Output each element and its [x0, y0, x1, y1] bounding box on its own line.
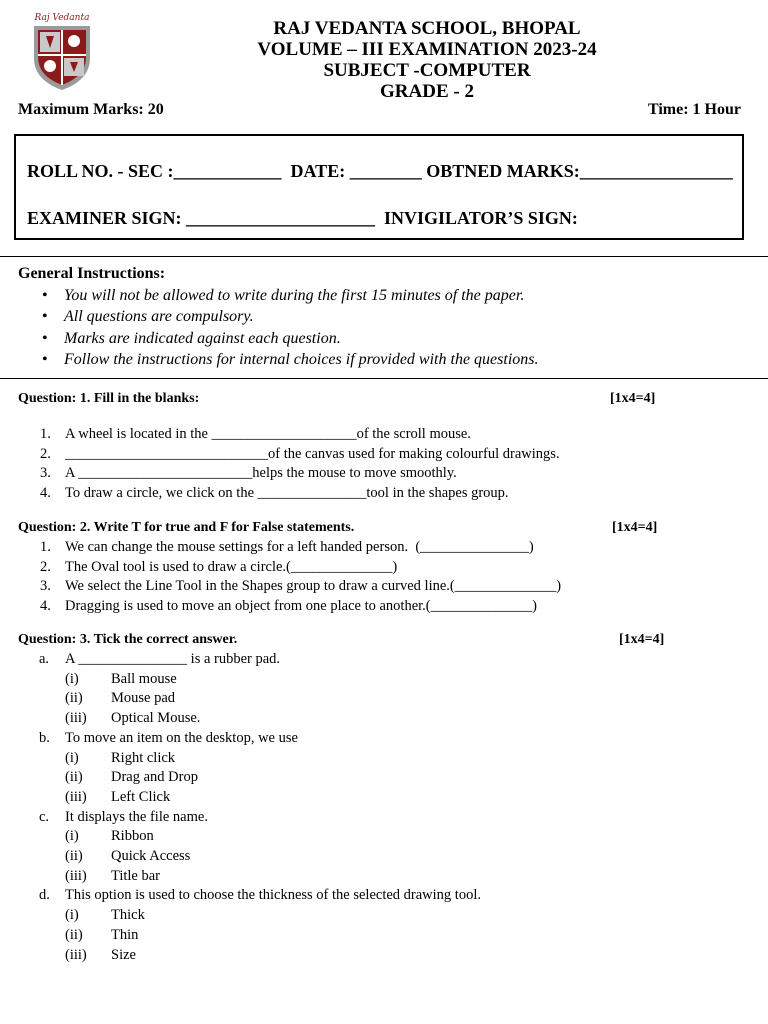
exam-header [0, 18, 768, 102]
grade-title: GRADE - 2 [380, 81, 474, 102]
list-item: 2. The Oval tool is used to draw a circle.(______________) [40, 558, 398, 575]
subject-title: SUBJECT -COMPUTER [323, 60, 531, 81]
list-item: • Marks are indicated against each question. [40, 328, 538, 349]
answer-option[interactable]: (ii) Drag and Drop [65, 769, 198, 786]
list-item: d. This option is used to choose the thickness of the selected drawing tool. [39, 887, 481, 904]
answer-option[interactable]: (i) Ribbon [65, 828, 154, 845]
answer-option[interactable]: (i) Ball mouse [65, 670, 177, 687]
answer-option[interactable]: (ii) Mouse pad [65, 690, 176, 707]
list-item: c. It displays the file name. [39, 808, 208, 825]
exam-time: Time: 1 Hour [647, 101, 741, 118]
question-2-list [36, 538, 561, 617]
list-item: 3. We select the Line Tool in the Shapes group to draw a curved line.(______________) [40, 578, 562, 595]
answer-option[interactable]: (iii) Optical Mouse. [65, 710, 201, 727]
answer-option[interactable]: (i) Right click [65, 749, 176, 766]
answer-option[interactable]: (i) Thick [65, 907, 145, 924]
question-1-list [36, 425, 560, 504]
divider [0, 378, 768, 379]
list-item: 2. ____________________________of the canvas used for making colourful drawings. [40, 445, 560, 462]
answer-option[interactable]: (iii) Left Click [65, 788, 171, 805]
answer-option[interactable]: (iii) Size [65, 946, 136, 963]
info-row-roll: ROLL NO. - SEC :____________ DATE: ________ OBTNED MARKS:_________________ [27, 161, 733, 181]
bullet-icon: • [42, 350, 48, 368]
list-item: 1. We can change the mouse settings for a left handed person. (_______________) [40, 539, 534, 555]
question-2-marks: [1x4=4] [612, 520, 658, 535]
question-3-list [36, 650, 481, 965]
bullet-icon: • [42, 329, 48, 347]
question-1-title: Question: 1. Fill in the blanks: [18, 391, 200, 406]
list-item: 4. To draw a circle, we click on the _______________tool in the shapes group. [40, 485, 509, 502]
question-3-marks: [1x4=4] [619, 632, 665, 647]
list-item: • All questions are compulsory. [40, 306, 538, 327]
bullet-icon: • [42, 287, 48, 304]
answer-option[interactable]: (iii) Title bar [65, 867, 161, 884]
instructions-title: General Instructions: [18, 265, 166, 282]
school-name: RAJ VEDANTA SCHOOL, BHOPAL [273, 18, 581, 39]
list-item: 4. Dragging is used to move an object from one place to another.(______________) [40, 598, 537, 615]
question-1-marks: [1x4=4] [610, 391, 656, 406]
answer-option[interactable]: (ii) Quick Access [65, 848, 191, 865]
question-3-title: Question: 3. Tick the correct answer. [18, 632, 238, 647]
list-item: 1. A wheel is located in the ____________________of the scroll mouse. [40, 426, 471, 442]
list-item: • You will not be allowed to write during the first 15 minutes of the paper. [40, 285, 538, 306]
question-2-title: Question: 2. Write T for true and F for False statements. [18, 520, 355, 535]
max-marks: Maximum Marks: 20 [18, 101, 164, 118]
answer-option[interactable]: (ii) Thin [65, 926, 139, 943]
logo-text: Raj Vedanta [34, 13, 90, 23]
list-item: 3. A ________________________helps the mouse to move smoothly. [40, 465, 457, 482]
instructions-list [40, 285, 538, 370]
info-row-sign: EXAMINER SIGN: _____________________ INVIGILATOR’S SIGN: [27, 208, 578, 228]
exam-title: VOLUME – III EXAMINATION 2023-24 [257, 39, 597, 60]
list-item: b. To move an item on the desktop, we use [39, 729, 298, 746]
divider [0, 256, 768, 257]
bullet-icon: • [42, 308, 48, 326]
list-item: a. A _______________ is a rubber pad. [39, 651, 281, 667]
student-info-box [14, 134, 744, 240]
list-item: • Follow the instructions for internal choices if provided with the questions. [40, 349, 538, 370]
